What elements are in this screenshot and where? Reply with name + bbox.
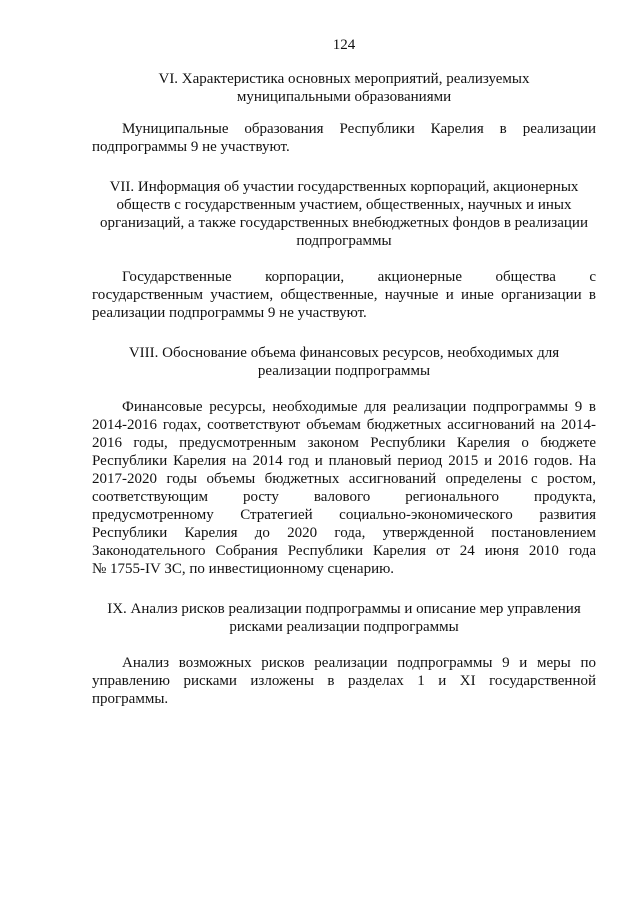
paragraph-line: Законодательного Собрания Республики Карелия от 24 июня 2010 года bbox=[92, 543, 596, 559]
section-paragraph-ix bbox=[92, 654, 596, 708]
paragraph-line: реализации подпрограммы 9 не участвуют. bbox=[92, 305, 367, 321]
paragraph-line: 2014-2016 годах, соответствуют объемам бюджетных ассигнований на 2014- bbox=[92, 417, 596, 433]
heading-line: организаций, а также государственных внебюджетных фондов в реализации bbox=[100, 215, 588, 231]
section-heading-viii bbox=[92, 344, 596, 380]
heading-line: рисками реализации подпрограммы bbox=[229, 619, 459, 635]
paragraph-line: Государственные корпорации, акционерные общества с bbox=[122, 269, 596, 285]
paragraph-line: государственным участием, общественные, научные и иные организации в bbox=[92, 287, 596, 303]
paragraph-line: 2017-2020 годы объемы бюджетных ассигнований определены с ростом, bbox=[92, 471, 596, 487]
document-page bbox=[92, 36, 596, 708]
heading-line: реализации подпрограммы bbox=[257, 363, 431, 379]
paragraph-line: подпрограммы 9 не участвуют. bbox=[92, 139, 290, 155]
paragraph-line: соответствующим росту валового регионального продукта, bbox=[92, 489, 596, 505]
section-heading-vi bbox=[92, 70, 596, 106]
page-number: 124 bbox=[332, 37, 356, 53]
section-heading-ix bbox=[92, 600, 596, 636]
section-paragraph-vii bbox=[92, 268, 596, 322]
paragraph-line: Анализ возможных рисков реализации подпрограммы 9 и меры по bbox=[122, 655, 596, 671]
heading-line: VIII. Обоснование объема финансовых ресурсов, необходимых для bbox=[128, 345, 560, 361]
paragraph-line: управлению рисками изложены в разделах 1 и XI государственной bbox=[92, 673, 596, 689]
section-paragraph-vi bbox=[92, 120, 596, 156]
paragraph-line: программы. bbox=[92, 691, 169, 707]
paragraph-line: 2016 годы, предусмотренным законом Республики Карелия о бюджете bbox=[92, 435, 596, 451]
paragraph-line: Республики Карелия на 2014 год и плановый период 2015 и 2016 годов. На bbox=[92, 453, 596, 469]
paragraph-line: Республики Карелия до 2020 года, утвержденной постановлением bbox=[92, 525, 596, 541]
section-heading-vii bbox=[92, 178, 596, 250]
paragraph-line: предусмотренному Стратегией социально-экономического развития bbox=[92, 507, 596, 523]
paragraph-line: Муниципальные образования Республики Карелия в реализации bbox=[122, 121, 596, 137]
heading-line: подпрограммы bbox=[296, 233, 392, 249]
heading-line: муниципальными образованиями bbox=[236, 89, 452, 105]
paragraph-line: Финансовые ресурсы, необходимые для реализации подпрограммы 9 в bbox=[122, 399, 596, 415]
heading-line: обществ с государственным участием, общественных, научных и иных bbox=[116, 197, 572, 213]
section-paragraph-viii bbox=[92, 398, 596, 578]
heading-line: IX. Анализ рисков реализации подпрограммы и описание мер управления bbox=[107, 601, 581, 617]
paragraph-line: № 1755-IV ЗС, по инвестиционному сценарию. bbox=[92, 561, 395, 577]
heading-line: VII. Информация об участии государственных корпораций, акционерных bbox=[109, 179, 579, 195]
heading-line: VI. Характеристика основных мероприятий, реализуемых bbox=[158, 71, 530, 87]
